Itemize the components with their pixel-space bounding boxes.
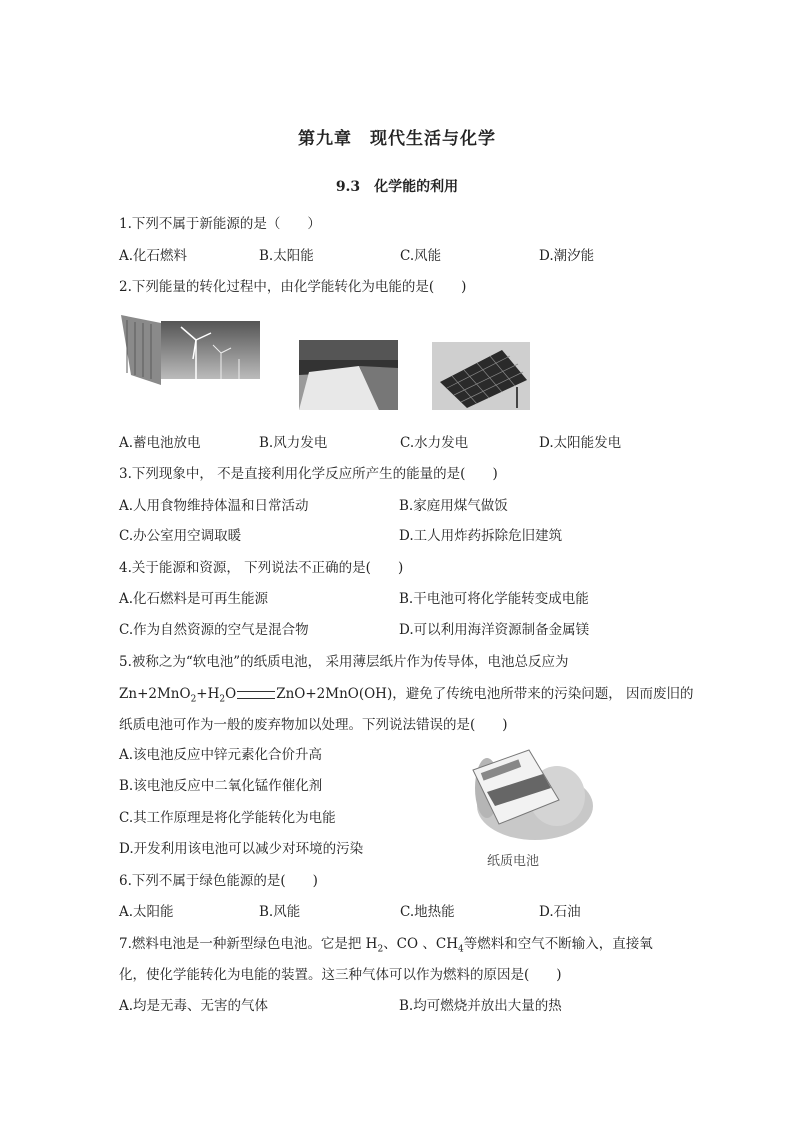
q6-option-c: C.地热能 bbox=[400, 904, 455, 920]
q2-option-d: D.太阳能发电 bbox=[539, 435, 622, 451]
q3-option-d: D.工人用炸药拆除危旧建筑 bbox=[399, 528, 563, 544]
q1-option-a: A.化石燃料 bbox=[119, 248, 188, 264]
q3-option-a: A.人用食物维持体温和日常活动 bbox=[119, 498, 309, 514]
q5-option-a: A.该电池反应中锌元素化合价升高 bbox=[119, 747, 323, 763]
q6-option-d: D.石油 bbox=[539, 904, 581, 920]
q5-equation-arrow bbox=[237, 691, 275, 699]
q3-stem: 3.下列现象中， 不是直接利用化学反应所产生的能量的是( ) bbox=[119, 466, 498, 482]
q5-stem-line2-tail: ，避免了传统电池所带来的污染问题， 因而废旧的 bbox=[392, 686, 694, 702]
q5-stem-line1: 5.被称之为“软电池”的纸质电池， 采用薄层纸片作为传导体，电池总反应为 bbox=[119, 654, 569, 670]
q1-option-b: B.太阳能 bbox=[259, 248, 314, 264]
q6-stem: 6.下列不属于绿色能源的是( ) bbox=[119, 873, 318, 889]
chapter-title: 第九章 现代生活与化学 bbox=[298, 129, 496, 149]
q7-stem-line1: 7.燃料电池是一种新型绿色电池。它是把 $H_2$、CO 、$CH_4$等燃料和空气不断输入，直接氧 bbox=[119, 936, 653, 955]
q5-option-d: D.开发利用该电池可以减少对环境的污染 bbox=[119, 841, 364, 857]
q3-option-c: C.办公室用空调取暖 bbox=[119, 528, 242, 544]
q4-option-d: D.可以利用海洋资源制备金属镁 bbox=[399, 622, 590, 638]
q4-option-c: C.作为自然资源的空气是混合物 bbox=[119, 622, 309, 638]
q7-stem-line2: 化，使化学能转化为电能的装置。这三种气体可以作为燃料的原因是( ) bbox=[119, 967, 562, 983]
paper-battery-image bbox=[447, 748, 595, 846]
q2-stem: 2.下列能量的转化过程中，由化学能转化为电能的是( ) bbox=[119, 279, 467, 295]
q1-option-c: C.风能 bbox=[400, 248, 442, 264]
q7-option-b: B.均可燃烧并放出大量的热 bbox=[399, 998, 562, 1014]
q5-option-c: C.其工作原理是将化学能转化为电能 bbox=[119, 810, 336, 826]
hydro-dam-image bbox=[299, 340, 398, 410]
q3-option-b: B.家庭用煤气做饭 bbox=[399, 498, 508, 514]
paper-battery-caption: 纸质电池 bbox=[487, 854, 540, 869]
q5-equation-line bbox=[119, 682, 694, 705]
q2-option-b: B.风力发电 bbox=[259, 435, 328, 451]
q4-option-a: A.化石燃料是可再生能源 bbox=[119, 591, 269, 607]
q5-option-b: B.该电池反应中二氧化锰作催化剂 bbox=[119, 778, 323, 794]
q2-option-a: A.蓄电池放电 bbox=[119, 435, 201, 451]
q4-option-b: B.干电池可将化学能转变成电能 bbox=[399, 591, 589, 607]
solar-panel-image bbox=[432, 342, 530, 410]
q1-option-d: D.潮汐能 bbox=[539, 248, 595, 264]
battery-windmill-image bbox=[121, 315, 260, 385]
q5-equation-products: ZnO+2MnO(OH) bbox=[276, 686, 393, 702]
q4-stem: 4.关于能源和资源， 下列说法不正确的是( ) bbox=[119, 560, 404, 576]
q6-option-b: B.风能 bbox=[259, 904, 301, 920]
q1-stem: 1.下列不属于新能源的是（ ） bbox=[119, 216, 321, 232]
q6-option-a: A.太阳能 bbox=[119, 904, 174, 920]
q2-option-c: C.水力发电 bbox=[400, 435, 469, 451]
q7-option-a: A.均是无毒、无害的气体 bbox=[119, 998, 269, 1014]
q5-equation-reactants: $Zn+2MnO_2+H_2O$ bbox=[119, 686, 237, 705]
section-title: 9.3 化学能的利用 bbox=[335, 179, 459, 195]
q5-stem-line3: 纸质电池可作为一般的废弃物加以处理。下列说法错误的是( ) bbox=[119, 717, 508, 733]
